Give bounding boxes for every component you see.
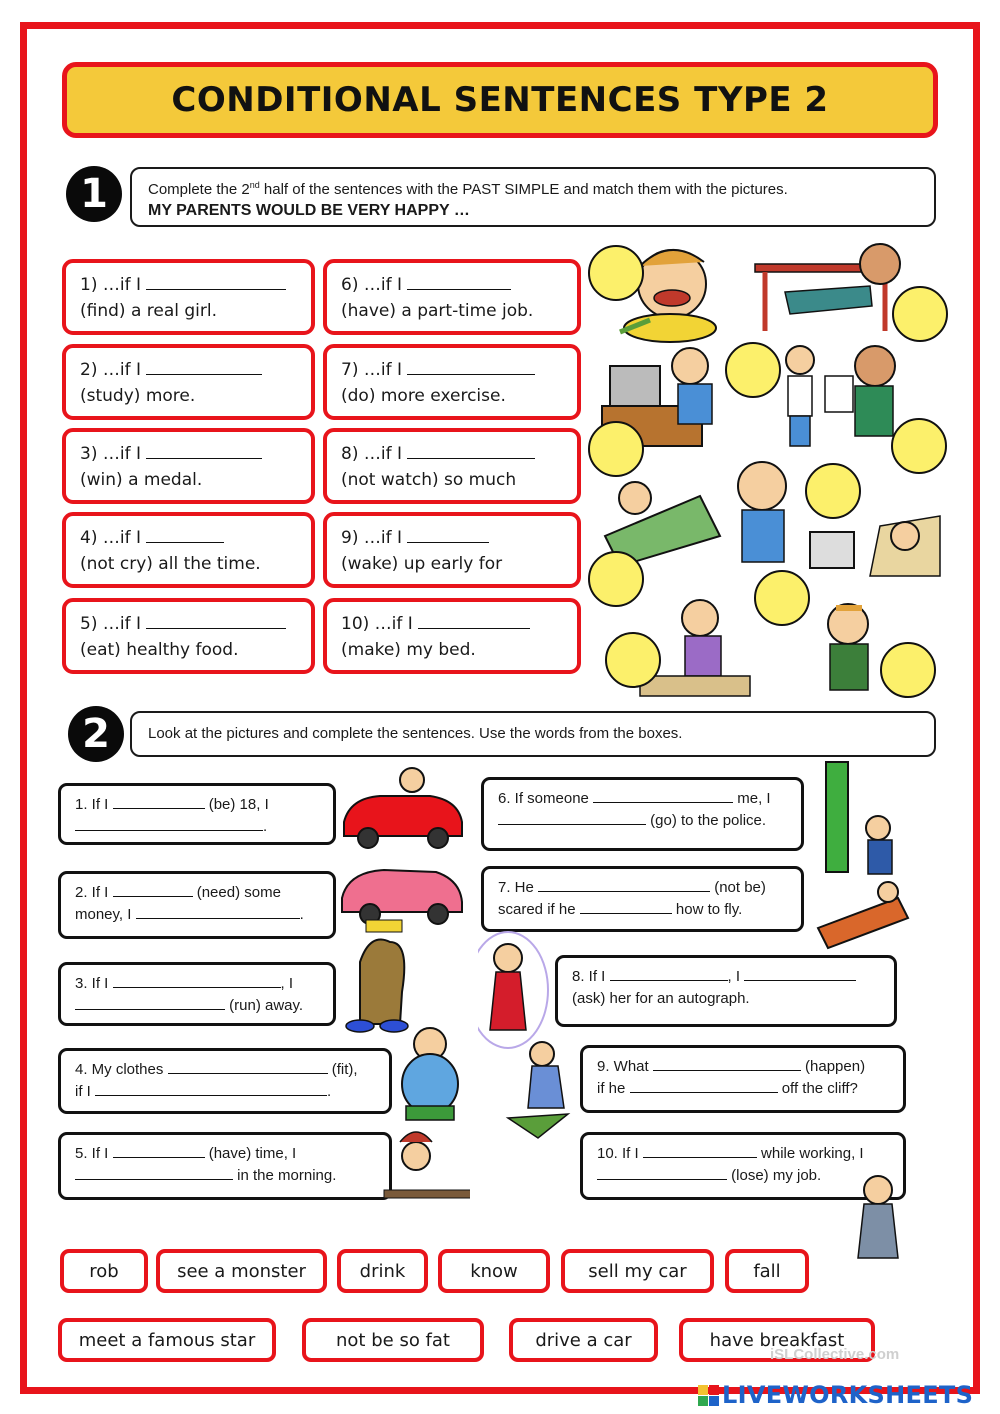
match-circle[interactable]	[588, 421, 644, 477]
answer-blank[interactable]	[146, 442, 262, 459]
match-circle[interactable]	[880, 642, 936, 698]
section-1-badge: 1	[66, 166, 122, 222]
drunk-man-picture	[858, 1176, 898, 1258]
match-circle[interactable]	[805, 463, 861, 519]
s1-rest: (eat) healthy food.	[80, 640, 239, 660]
answer-blank[interactable]	[113, 795, 205, 809]
s2-text: .	[327, 1083, 332, 1100]
angry-man-picture	[825, 346, 895, 436]
falling-man-picture	[508, 1042, 568, 1138]
s2-text: (be) 18, I	[208, 796, 269, 813]
s2-text: 10. If I	[597, 1145, 639, 1162]
fat-boy-picture	[402, 1028, 458, 1120]
s2-text: in the morning.	[237, 1167, 337, 1184]
monster-picture	[346, 940, 408, 1033]
red-car-picture	[344, 768, 462, 848]
s1-item-7	[323, 344, 581, 420]
s2-text: 2. If I	[75, 884, 109, 901]
word-bank-item[interactable]: rob	[60, 1249, 148, 1293]
s2-text: off the cliff?	[781, 1080, 858, 1097]
s1-rest: (not cry) all the time.	[80, 554, 261, 574]
s2-text: if I	[75, 1083, 91, 1100]
s2-text: 1. If I	[75, 796, 109, 813]
instruction-text-a: Complete the 2	[148, 181, 250, 198]
s2-text: money, I	[75, 906, 132, 923]
match-circle[interactable]	[725, 342, 781, 398]
word-bank-item[interactable]: drive a car	[509, 1318, 658, 1362]
s1-rest: (win) a medal.	[80, 470, 203, 490]
s2-text: (not be)	[714, 879, 766, 896]
s2-text: if he	[597, 1080, 626, 1097]
answer-blank[interactable]	[113, 974, 281, 988]
answer-blank[interactable]	[407, 442, 535, 459]
s1-rest: (not watch) so much	[341, 470, 517, 490]
s1-prefix: 10) …if I	[341, 614, 413, 634]
answer-blank[interactable]	[407, 526, 489, 543]
breakfast-picture	[384, 1132, 470, 1198]
page-title: CONDITIONAL SENTENCES TYPE 2	[171, 80, 829, 120]
s1-prefix: 9) …if I	[341, 528, 402, 548]
s2-text: (happen)	[805, 1058, 866, 1075]
s2-text: (ask) her for an autograph.	[572, 990, 750, 1007]
answer-blank[interactable]	[113, 1144, 205, 1158]
s1-rest: (do) more exercise.	[341, 386, 506, 406]
match-circle[interactable]	[605, 632, 661, 688]
s2-text: me, I	[737, 790, 771, 807]
shouting-boy-picture	[828, 604, 868, 690]
logo-mark-icon	[698, 1385, 719, 1406]
s1-prefix: 4) …if I	[80, 528, 141, 548]
match-circle[interactable]	[892, 286, 948, 342]
match-circle[interactable]	[588, 245, 644, 301]
s2-text: 9. What	[597, 1058, 649, 1075]
s1-prefix: 6) …if I	[341, 275, 402, 295]
s1-prefix: 5) …if I	[80, 614, 141, 634]
logo-text: LIVEWORKSHEETS	[722, 1381, 974, 1409]
answer-blank[interactable]	[146, 612, 286, 629]
s1-item-5	[62, 598, 315, 674]
s1-prefix: 2) …if I	[80, 360, 141, 380]
s2-text: , I	[280, 975, 294, 992]
s2-text: .	[263, 818, 268, 835]
pink-car-for-sale-picture	[342, 870, 462, 932]
word-bank-item[interactable]: have breakfast	[679, 1318, 875, 1362]
s1-prefix: 1) …if I	[80, 275, 141, 295]
s1-rest: (study) more.	[80, 386, 196, 406]
answer-blank[interactable]	[168, 1060, 328, 1074]
word-bank-item[interactable]: meet a famous star	[58, 1318, 276, 1362]
match-circle[interactable]	[891, 418, 947, 474]
s1-item-9	[323, 512, 581, 588]
s1-rest: (have) a part-time job.	[341, 301, 534, 321]
word-bank-item[interactable]: know	[438, 1249, 550, 1293]
s2-text: 3. If I	[75, 975, 109, 992]
s2-text: while working, I	[761, 1145, 864, 1162]
s2-text: (go) to the police.	[650, 812, 767, 829]
liveworksheets-logo	[698, 1381, 973, 1409]
answer-blank[interactable]	[75, 817, 263, 831]
s2-text: scared if he	[498, 901, 576, 918]
s2-text: 8. If I	[572, 968, 606, 985]
s2-text: (fit),	[331, 1061, 358, 1078]
instruction-text-b: half of the sentences with the PAST SIMPLE and match them with the pictures.	[259, 181, 788, 198]
answer-blank[interactable]	[75, 996, 225, 1010]
answer-blank[interactable]	[113, 883, 193, 897]
man-lifting-weights-picture	[755, 244, 900, 331]
word-bank-item[interactable]: sell my car	[561, 1249, 714, 1293]
answer-blank[interactable]	[407, 273, 511, 290]
answer-blank[interactable]	[146, 526, 224, 543]
section-2-instruction: Look at the pictures and complete the sentences. Use the words from the boxes.	[130, 711, 936, 757]
s1-item-10	[323, 598, 581, 674]
s2-text: how to fly.	[675, 901, 743, 918]
s2-text: (need) some	[196, 884, 281, 901]
section-2-badge: 2	[68, 706, 124, 762]
s1-rest: (make) my bed.	[341, 640, 476, 660]
flying-man-picture	[818, 882, 908, 948]
s1-prefix: 7) …if I	[341, 360, 402, 380]
answer-blank[interactable]	[95, 1082, 327, 1096]
s2-text: (have) time, I	[208, 1145, 297, 1162]
answer-blank[interactable]	[146, 358, 262, 375]
word-bank-item[interactable]: see a monster	[156, 1249, 327, 1293]
watermark: iSLCollective.com	[770, 1346, 900, 1363]
s2-item-1	[58, 783, 336, 845]
answer-blank[interactable]	[418, 612, 530, 629]
s1-rest: (wake) up early for	[341, 554, 503, 574]
word-bank-item[interactable]: not be so fat	[302, 1318, 484, 1362]
s2-text: .	[299, 906, 304, 923]
answer-blank[interactable]	[146, 273, 286, 290]
famous-star-picture	[478, 932, 548, 1048]
section-2-left-pictures	[340, 762, 470, 1212]
answer-blank[interactable]	[136, 905, 300, 919]
section-2-right-pictures	[478, 758, 918, 1288]
section-1-instruction	[130, 167, 936, 227]
s2-text: 7. He	[498, 879, 534, 896]
s1-prefix: 3) …if I	[80, 444, 141, 464]
s2-text: 4. My clothes	[75, 1061, 164, 1078]
s2-text: , I	[727, 968, 741, 985]
s1-item-3	[62, 428, 315, 504]
s1-item-1	[62, 259, 315, 335]
match-circle[interactable]	[588, 551, 644, 607]
answer-blank[interactable]	[407, 358, 535, 375]
instruction-sup: nd	[249, 180, 260, 190]
match-circle[interactable]	[754, 570, 810, 626]
robbery-picture	[826, 762, 892, 874]
s1-item-6	[323, 259, 581, 335]
s1-rest: (find) a real girl.	[80, 301, 218, 321]
tv-watching-picture	[810, 516, 940, 576]
answer-blank[interactable]	[75, 1166, 233, 1180]
instruction-lead: MY PARENTS WOULD BE VERY HAPPY …	[148, 202, 470, 219]
s2-text: (lose) my job.	[731, 1167, 822, 1184]
s1-prefix: 8) …if I	[341, 444, 402, 464]
s1-item-8	[323, 428, 581, 504]
word-bank-item[interactable]: fall	[725, 1249, 809, 1293]
crying-boy-picture	[738, 462, 786, 562]
s2-item-3	[58, 962, 336, 1026]
s1-item-4	[62, 512, 315, 588]
s2-text: 6. If someone	[498, 790, 589, 807]
s2-text: (run) away.	[229, 997, 304, 1014]
s1-item-2	[62, 344, 315, 420]
title-banner	[62, 62, 938, 138]
word-bank-item[interactable]: drink	[337, 1249, 428, 1293]
thin-boy-picture	[786, 346, 814, 446]
s2-text: 5. If I	[75, 1145, 109, 1162]
s2-item-2	[58, 871, 336, 939]
